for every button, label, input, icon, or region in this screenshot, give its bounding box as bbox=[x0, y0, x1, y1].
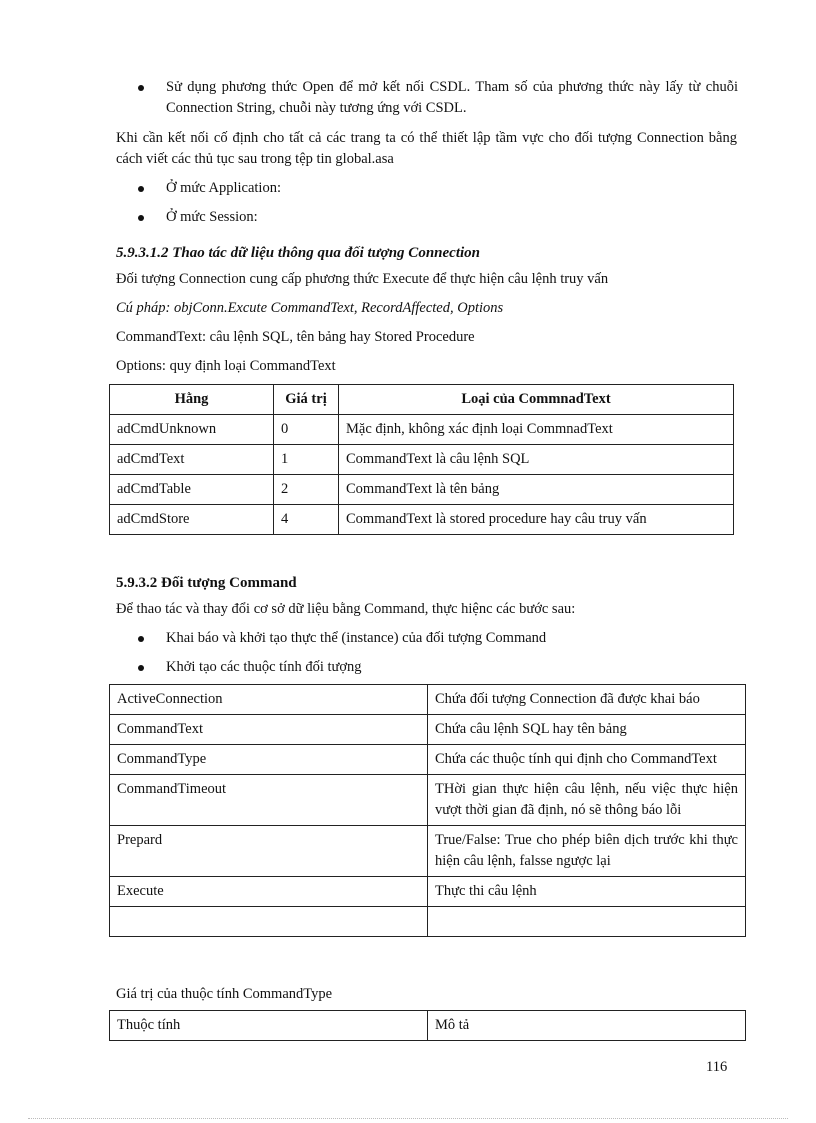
bullet-text: Khai báo và khởi tạo thực thể (instance) của đối tượng Command bbox=[166, 630, 547, 646]
table-cell: Thực thi câu lệnh bbox=[428, 877, 746, 907]
table-cell: CommandText là tên bảng bbox=[339, 475, 734, 505]
commandtype-caption: Giá trị của thuộc tính CommandType bbox=[116, 986, 333, 1002]
bullet-application bbox=[138, 178, 738, 199]
bullet-dot bbox=[138, 215, 144, 221]
table-cell: Mặc định, không xác định loại CommnadText bbox=[339, 415, 734, 445]
bullet-init-properties bbox=[138, 657, 738, 678]
page-bottom-divider bbox=[28, 1118, 788, 1119]
bullet-text: Ở mức Session: bbox=[166, 209, 258, 225]
column-header: Hằng bbox=[110, 385, 274, 415]
bullet-text: Ở mức Application: bbox=[166, 180, 281, 196]
table-row-empty bbox=[110, 907, 746, 937]
table-cell: Prepard bbox=[110, 826, 428, 877]
table-row bbox=[110, 826, 746, 877]
table-cell: Chứa đối tượng Connection đã được khai báo bbox=[428, 685, 746, 715]
bullet-text: Khởi tạo các thuộc tính đối tượng bbox=[166, 659, 362, 675]
commandtype-values-table bbox=[109, 1010, 746, 1041]
table-cell: 2 bbox=[274, 475, 339, 505]
page-number: 116 bbox=[706, 1059, 728, 1075]
bullet-declare-instance bbox=[138, 628, 738, 649]
table-header-row bbox=[110, 385, 734, 415]
table-cell: 4 bbox=[274, 505, 339, 535]
bullet-open-method bbox=[138, 77, 738, 119]
section-heading-connection-execute: 5.9.3.1.2 Thao tác dữ liệu thông qua đối tượng Connection bbox=[116, 245, 480, 261]
table-row bbox=[110, 685, 746, 715]
table-cell: ActiveConnection bbox=[110, 685, 428, 715]
commandtext-note: CommandText: câu lệnh SQL, tên bảng hay Stored Procedure bbox=[116, 329, 475, 345]
table-cell: CommandTimeout bbox=[110, 775, 428, 826]
table-cell: Execute bbox=[110, 877, 428, 907]
table-cell: CommandText là câu lệnh SQL bbox=[339, 445, 734, 475]
commandtext-constants-table bbox=[109, 384, 734, 535]
table-cell: adCmdTable bbox=[110, 475, 274, 505]
table-row bbox=[110, 505, 734, 535]
table-cell: CommandType bbox=[110, 745, 428, 775]
command-properties-table bbox=[109, 684, 746, 937]
intro-paragraph: Khi cần kết nối cố định cho tất cả các trang ta có thể thiết lập tầm vực cho đối tượng Connection bằng cách viết các thủ tục sau trong tệp tin global.asa bbox=[116, 130, 737, 167]
table-cell: 1 bbox=[274, 445, 339, 475]
table-cell bbox=[428, 907, 746, 937]
command-description: Để thao tác và thay đổi cơ sở dữ liệu bằng Command, thực hiệnc các bước sau: bbox=[116, 601, 576, 617]
syntax-line: Cú pháp: objConn.Excute CommandText, RecordAffected, Options bbox=[116, 300, 504, 316]
bullet-text: Sử dụng phương thức Open để mở kết nối CSDL. Tham số của phương thức này lấy từ chuỗi Connection String, chuỗi này tương ứng với CSDL. bbox=[166, 79, 738, 116]
table-cell: adCmdStore bbox=[110, 505, 274, 535]
bullet-dot bbox=[138, 636, 144, 642]
table-cell: adCmdUnknown bbox=[110, 415, 274, 445]
table-row bbox=[110, 475, 734, 505]
options-note: Options: quy định loại CommandText bbox=[116, 358, 336, 374]
table-row bbox=[110, 415, 734, 445]
table-header-row bbox=[110, 1011, 746, 1041]
bullet-dot bbox=[138, 85, 144, 91]
column-header: Loại của CommnadText bbox=[339, 385, 734, 415]
table-cell: 0 bbox=[274, 415, 339, 445]
table-cell bbox=[110, 907, 428, 937]
section-heading-command-object: 5.9.3.2 Đối tượng Command bbox=[116, 575, 297, 591]
column-header: Thuộc tính bbox=[110, 1011, 428, 1041]
column-header: Giá trị bbox=[274, 385, 339, 415]
bullet-session bbox=[138, 207, 738, 228]
bullet-dot bbox=[138, 665, 144, 671]
table-cell: Chứa câu lệnh SQL hay tên bảng bbox=[428, 715, 746, 745]
table-cell: THời gian thực hiện câu lệnh, nếu việc thực hiện vượt thời gian đã định, nó sẽ thông báo lỗi bbox=[428, 775, 746, 826]
table-row bbox=[110, 445, 734, 475]
table-cell: CommandText bbox=[110, 715, 428, 745]
bullet-dot bbox=[138, 186, 144, 192]
column-header: Mô tả bbox=[428, 1011, 746, 1041]
table-row bbox=[110, 877, 746, 907]
table-row bbox=[110, 715, 746, 745]
table-cell: True/False: True cho phép biên dịch trước khi thực hiện câu lệnh, falsse ngược lại bbox=[428, 826, 746, 877]
table-cell: CommandText là stored procedure hay câu truy vấn bbox=[339, 505, 734, 535]
table-row bbox=[110, 775, 746, 826]
table-cell: Chứa các thuộc tính qui định cho CommandText bbox=[428, 745, 746, 775]
table-cell: adCmdText bbox=[110, 445, 274, 475]
execute-description: Đối tượng Connection cung cấp phương thức Execute để thực hiện câu lệnh truy vấn bbox=[116, 271, 609, 287]
table-row bbox=[110, 745, 746, 775]
